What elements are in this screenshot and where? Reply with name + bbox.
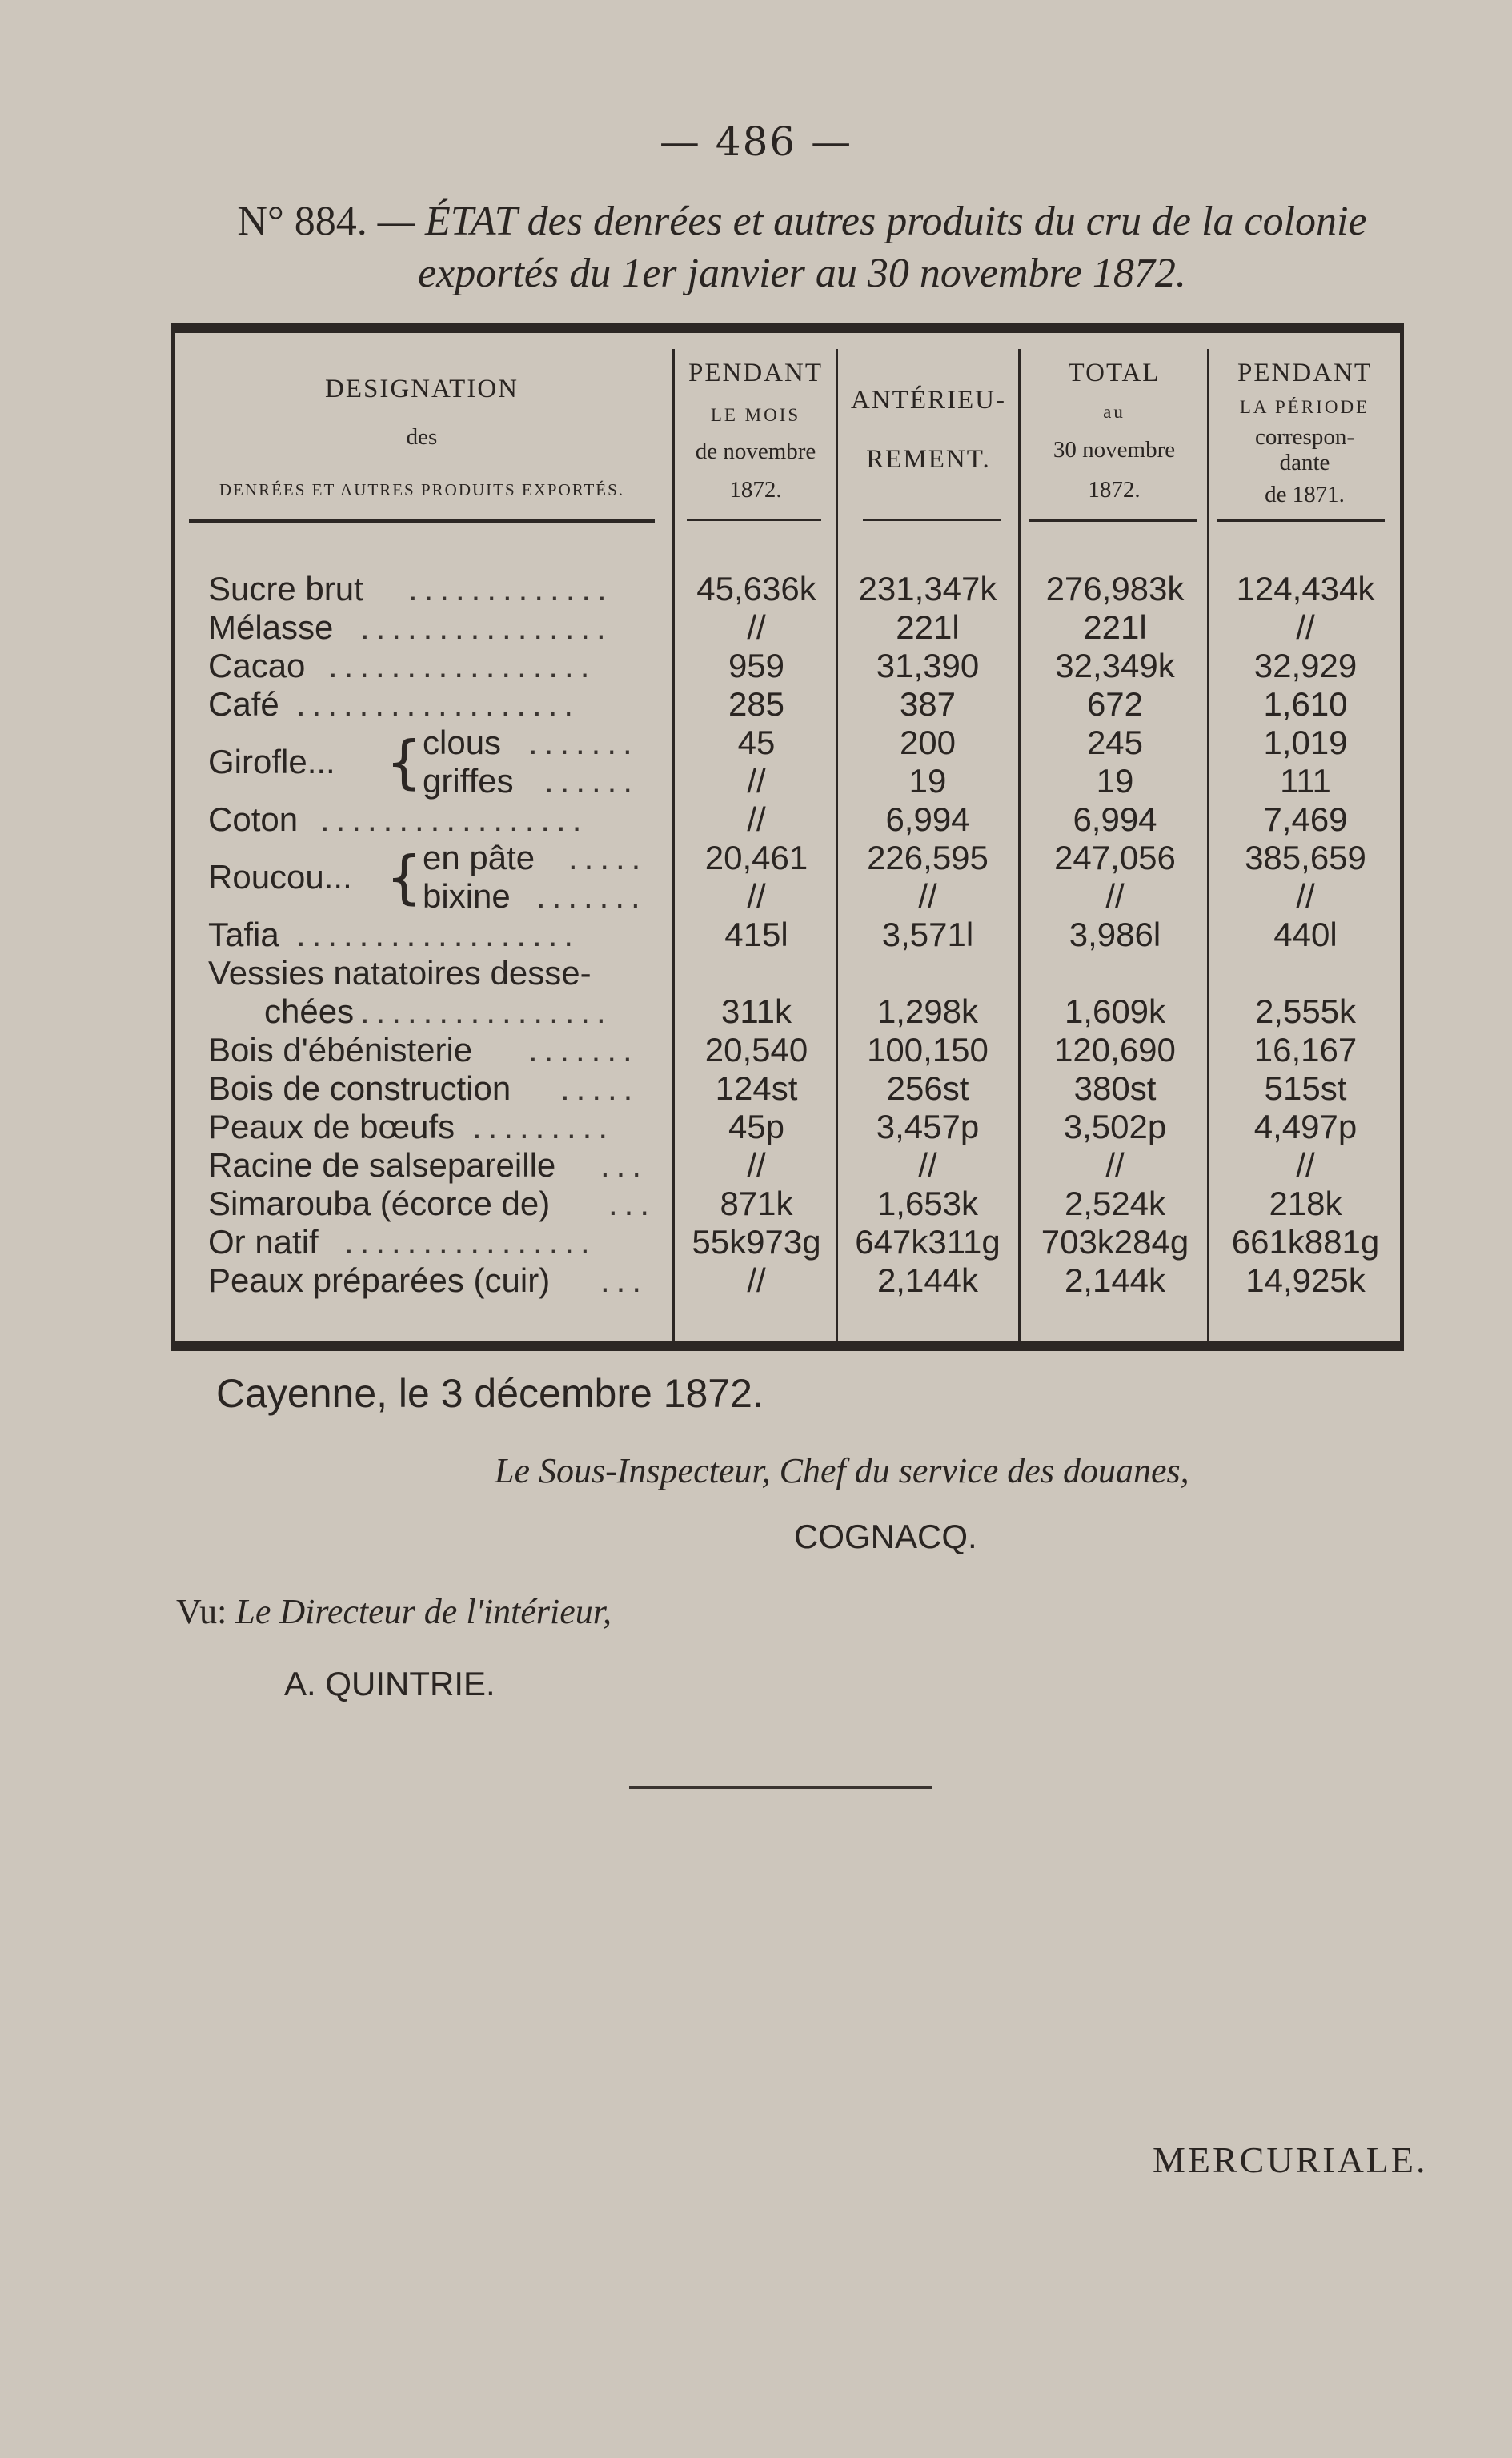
header-total-line1: TOTAL [1068,359,1161,387]
cell-november: // [747,762,766,800]
cell-november: 871k [720,1185,793,1222]
leader-dots: ... [600,1261,648,1299]
header-total-line2: au [1103,402,1125,422]
cell-anterieurement: 100,150 [867,1031,989,1069]
table-row [208,1146,1401,1185]
table-row [208,1069,1401,1108]
cell-period-1871: 124,434k [1236,570,1375,607]
leader-dots: .................. [296,916,580,953]
row-sub-label: en pâte [423,839,535,876]
header-pendant-mois-line1: PENDANT [688,359,823,387]
approval-title: Le Directeur de l'intérieur, [235,1592,612,1631]
cell-total: 6,994 [1073,800,1157,838]
cell-anterieurement: 19 [908,762,947,800]
leader-dots: ......... [472,1108,615,1145]
cell-period-1871: 440l [1273,916,1338,953]
row-label: Café [208,685,279,723]
signatory-name: COGNACQ. [794,1518,977,1555]
header-rule [189,519,655,523]
end-rule [629,1786,932,1789]
cell-period-1871: 4,497p [1253,1108,1358,1145]
table-row [208,1108,1401,1146]
cell-total: // [1105,877,1125,915]
table-row [208,1261,1401,1300]
cell-november: 415l [724,916,788,953]
cell-total: 247,056 [1054,839,1176,876]
document-title-text: — ÉTAT des denrées et autres produits du cru de la colonie exportés du 1er janvier au 30 novembre 1872. [377,198,1367,296]
brace-icon: { [386,728,423,796]
header-pendant-periode-line4: dante [1279,450,1330,475]
leader-dots: ..... [560,1069,640,1107]
header-total-line4: 1872. [1088,477,1141,503]
leader-dots: ................. [320,800,588,838]
cell-total: 19 [1096,762,1134,800]
cell-period-1871: 1,019 [1263,724,1348,761]
table-row [208,1185,1401,1223]
leader-dots: ................. [328,647,596,684]
table-row [208,916,1401,954]
cell-total: 1,609k [1064,992,1166,1030]
cell-period-1871: 32,929 [1253,647,1358,684]
table-row [208,608,1401,647]
header-pendant-periode-line5: de 1871. [1265,482,1345,507]
cell-november: 55k973g [692,1223,821,1261]
cell-november: // [747,608,766,646]
row-group-label: Girofle... [208,743,335,780]
header-anterieurement-line2: REMENT. [866,445,991,474]
cell-period-1871: // [1296,877,1315,915]
table-row-group-roucou [208,839,1401,916]
header-designation-line3: DENRÉES ET AUTRES PRODUITS EXPORTÉS. [219,480,625,499]
leader-dots: ...... [544,762,640,800]
place-and-date: Cayenne, le 3 décembre 1872. [216,1371,764,1416]
row-label-continued: chées [264,992,355,1030]
leader-dots: ..... [568,839,648,876]
table-row [208,685,1401,724]
leader-dots: ... [600,1146,648,1184]
cell-november: 45,636k [696,570,816,607]
cell-anterieurement: // [918,1146,937,1184]
leader-dots: ................ [360,992,612,1030]
row-label: Coton [208,800,299,838]
cell-period-1871: 1,610 [1263,685,1348,723]
cell-anterieurement: 1,298k [876,992,979,1030]
header-designation-line1: DESIGNATION [325,375,519,403]
header-pendant-periode-line1: PENDANT [1237,359,1372,387]
cell-period-1871: // [1296,608,1315,646]
cell-total: 276,983k [1045,570,1185,607]
table-row-group-girofle [208,724,1401,800]
table-row [208,570,1401,608]
row-label: Peaux préparées (cuir) [208,1261,551,1299]
leader-dots: .................. [296,685,580,723]
table-row [208,1223,1401,1261]
cell-anterieurement: 256st [886,1069,969,1107]
cell-november: 285 [728,685,785,723]
brace-icon: { [386,844,423,911]
table-row [208,800,1401,839]
cell-anterieurement: 200 [899,724,957,761]
cell-anterieurement: 221l [896,608,960,646]
cell-total: 221l [1083,608,1147,646]
cell-total: 3,502p [1063,1108,1167,1145]
leader-dots: ... [608,1185,656,1222]
header-pendant-periode-line2: LA PÉRIODE [1239,397,1370,417]
row-label: Sucre brut [208,570,363,607]
cell-anterieurement: 3,457p [876,1108,980,1145]
cell-total: 120,690 [1054,1031,1176,1069]
row-label: Racine de salsepareille [208,1146,556,1184]
cell-total: 380st [1073,1069,1157,1107]
approval-line [176,1591,612,1632]
page-number: — 486 — [659,118,853,165]
cell-anterieurement: 387 [899,685,957,723]
cell-period-1871: 661k881g [1231,1223,1380,1261]
cell-period-1871: 515st [1264,1069,1347,1107]
header-designation-line2: des [406,424,438,450]
cell-november: 20,461 [704,839,808,876]
cell-november: 45p [728,1108,785,1145]
cell-november: 45 [737,724,776,761]
cell-total: 3,986l [1069,916,1161,953]
cell-total: 672 [1086,685,1144,723]
header-pendant-mois-line2: LE MOIS [710,405,801,425]
table-row [208,647,1401,685]
header-pendant-mois-line3: de novembre [695,439,816,464]
cell-period-1871: 14,925k [1245,1261,1366,1299]
cell-total: 2,144k [1064,1261,1166,1299]
cell-anterieurement: 1,653k [876,1185,979,1222]
cell-period-1871: // [1296,1146,1315,1184]
leader-dots: ................ [344,1223,596,1261]
row-label: Vessies natatoires desse- [208,954,592,992]
row-label: Bois d'ébénisterie [208,1031,473,1069]
leader-dots: ................ [360,608,612,646]
cell-november: 20,540 [704,1031,808,1069]
cell-anterieurement: 31,390 [876,647,980,684]
cell-november: 124st [715,1069,798,1107]
cell-period-1871: 2,555k [1254,992,1357,1030]
document-number: N° 884. [237,198,367,244]
cell-november: // [747,1146,766,1184]
cell-anterieurement: 226,595 [867,839,989,876]
row-label: Peaux de bœufs [208,1108,455,1145]
leader-dots: ....... [536,877,647,915]
cell-period-1871: 385,659 [1245,839,1366,876]
row-label: Mélasse [208,608,334,646]
approval-prefix: Vu: [176,1592,227,1631]
cell-anterieurement: 3,571l [881,916,974,953]
leader-dots: ....... [528,724,639,761]
row-sub-label: bixine [423,877,511,915]
leader-dots: ....... [528,1031,639,1069]
cell-anterieurement: 6,994 [885,800,970,838]
cell-total: 703k284g [1041,1223,1189,1261]
cell-total: 245 [1086,724,1144,761]
cell-period-1871: 7,469 [1263,800,1348,838]
row-label: Simarouba (écorce de) [208,1185,551,1222]
row-sub-label: griffes [423,762,514,800]
header-rule [687,519,821,521]
cell-november: // [747,1261,766,1299]
cell-november: // [747,877,766,915]
row-label: Or natif [208,1223,319,1261]
cell-anterieurement: // [918,877,937,915]
cell-period-1871: 111 [1280,762,1331,800]
cell-total: 2,524k [1064,1185,1166,1222]
header-rule [863,519,1001,521]
row-label: Cacao [208,647,306,684]
header-rule [1217,519,1385,522]
cell-total: // [1105,1146,1125,1184]
signatory-title: Le Sous-Inspecteur, Chef du service des douanes, [495,1451,1189,1490]
header-pendant-periode-line3: correspon- [1254,424,1354,450]
catchword: MERCURIALE. [1153,2139,1428,2180]
director-name: A. QUINTRIE. [284,1665,495,1702]
header-anterieurement-line1: ANTÉRIEU- [851,386,1006,415]
cell-november: // [747,800,766,838]
row-label: Bois de construction [208,1069,511,1107]
cell-anterieurement: 231,347k [858,570,997,607]
cell-november: 311k [721,992,792,1030]
row-group-label: Roucou... [208,858,352,896]
row-sub-label: clous [423,724,502,761]
cell-period-1871: 16,167 [1253,1031,1358,1069]
header-total-line3: 30 novembre [1053,437,1176,463]
cell-november: 959 [728,647,785,684]
cell-total: 32,349k [1055,647,1175,684]
table-row [208,954,1401,1031]
leader-dots: ............. [408,570,613,607]
document-title [186,195,1418,299]
header-pendant-mois-line4: 1872. [729,477,782,503]
table-row [208,1031,1401,1069]
cell-anterieurement: 2,144k [876,1261,979,1299]
cell-anterieurement: 647k311g [855,1223,1001,1261]
cell-period-1871: 218k [1269,1185,1342,1222]
header-rule [1029,519,1197,522]
row-label: Tafia [208,916,279,953]
